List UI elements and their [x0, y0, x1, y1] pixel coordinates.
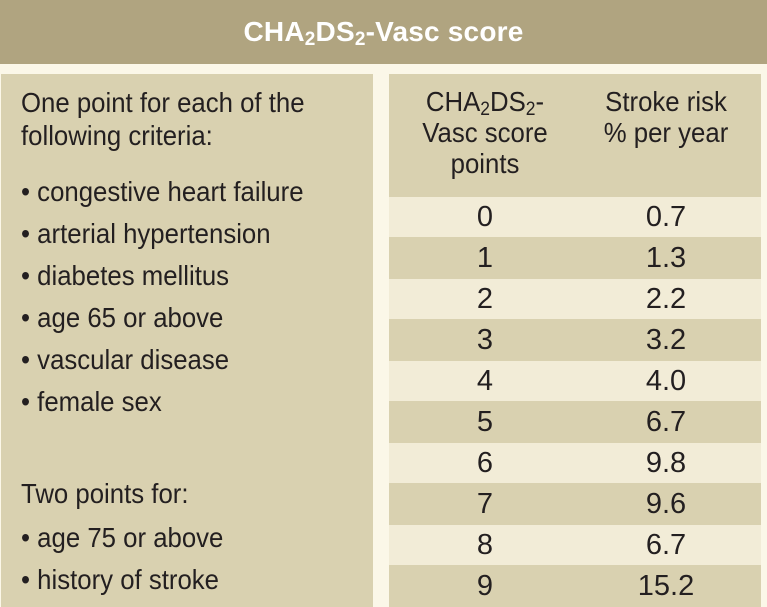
- risk-cell: 4.0: [645, 365, 687, 397]
- score-cell: 9: [476, 570, 494, 602]
- page-title: $CHA_2DS_2$-Vasc score: [243, 16, 524, 50]
- risk-cell: 6.7: [645, 529, 687, 561]
- table-row: [389, 238, 761, 278]
- criteria-intro-line2: following criteria:: [21, 120, 213, 151]
- criterion-item: • arterial hypertension: [21, 217, 271, 250]
- table-row: [389, 566, 761, 606]
- score-cell: 5: [476, 406, 494, 438]
- table-row: [389, 361, 761, 401]
- risk-table: [389, 74, 761, 607]
- table-row: [389, 320, 761, 360]
- table-row: [389, 197, 761, 237]
- table-row: [389, 525, 761, 565]
- risk-cell: 3.2: [645, 324, 687, 356]
- risk-cell: 1.3: [645, 242, 687, 274]
- score-cell: 1: [476, 242, 494, 274]
- criterion-item: • congestive heart failure: [21, 175, 304, 208]
- score-cell: 3: [476, 324, 494, 356]
- criterion-item: • history of stroke: [21, 563, 219, 596]
- risk-cell: 0.7: [645, 201, 687, 233]
- risk-cell: 15.2: [637, 570, 695, 602]
- score-cell: 0: [476, 201, 494, 233]
- risk-cell: 2.2: [645, 283, 687, 315]
- criterion-item: • age 65 or above: [21, 301, 223, 334]
- score-cell: 7: [476, 488, 494, 520]
- risk-cell: 6.7: [645, 406, 687, 438]
- score-cell: 4: [476, 365, 494, 397]
- score-column-header: $CHA_2DS_2-$ Vasc score points: [422, 86, 548, 179]
- criterion-item: • age 75 or above: [21, 521, 223, 554]
- criterion-item: • diabetes mellitus: [21, 259, 229, 292]
- header-bar: [0, 0, 767, 64]
- table-row: [389, 279, 761, 319]
- score-cell: 2: [476, 283, 494, 315]
- criteria-panel: [1, 74, 373, 607]
- risk-cell: 9.6: [645, 488, 687, 520]
- risk-cell: 9.8: [645, 447, 687, 479]
- criteria-intro-line1: One point for each of the: [21, 87, 305, 118]
- score-cell: 6: [476, 447, 494, 479]
- score-cell: 8: [476, 529, 494, 561]
- criterion-item: • female sex: [21, 385, 162, 418]
- two-points-heading: Two points for:: [21, 478, 189, 509]
- table-row: [389, 402, 761, 442]
- table-row: [389, 443, 761, 483]
- risk-column-header: Stroke risk % per year: [603, 86, 729, 148]
- criterion-item: • vascular disease: [21, 343, 229, 376]
- table-row: [389, 484, 761, 524]
